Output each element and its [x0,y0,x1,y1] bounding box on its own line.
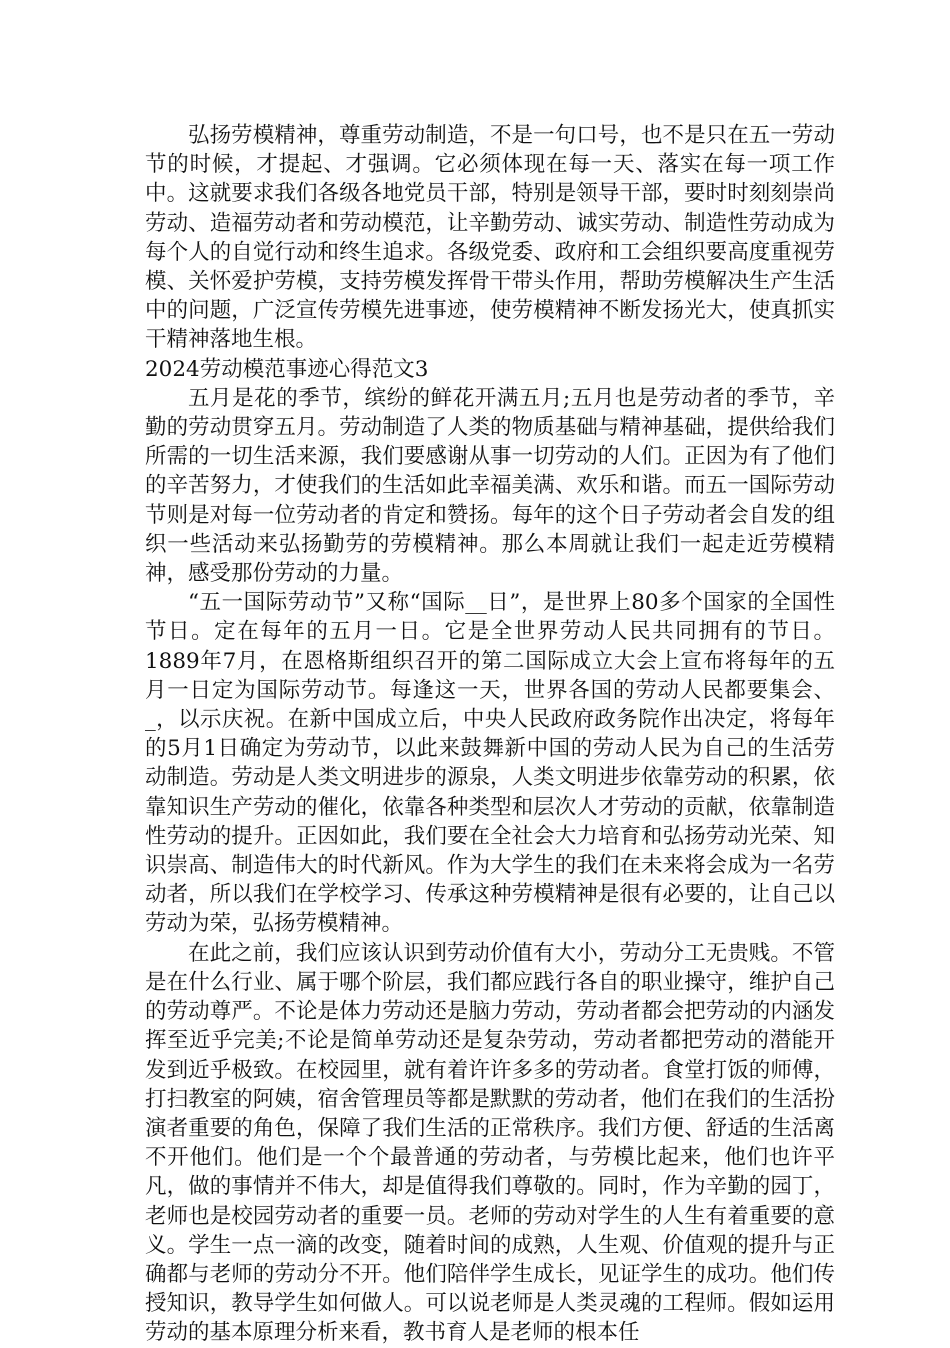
paragraph-may-season: 五月是花的季节，缤纷的鲜花开满五月;五月也是劳动者的季节，辛勤的劳动贯穿五月。劳动制造了人类的物质基础与精神基础，提供给我们所需的一切生活来源，我们要感谢从事一切劳动的人们。正因为有了他们的辛苦努力，才使我们的生活如此幸福美满、欢乐和谐。而五一国际劳动节则是对每一位劳动者的肯定和赞扬。每年的这个日子劳动者会自发的组织一些活动来弘扬勤劳的劳模精神。那么本周就让我们一起走近劳模精神，感受那份劳动的力量。 [145,385,835,587]
paragraph-value-of-labor: 在此之前，我们应该认识到劳动价值有大小，劳动分工无贵贱。不管是在什么行业、属于哪个阶层，我们都应践行各自的职业操守，维护自己的劳动尊严。不论是体力劳动还是脑力劳动，劳动者都会把劳动的内涵发挥至近乎完美;不论是简单劳动还是复杂劳动，劳动者都把劳动的潜能开发到近乎极致。在校园里，就有着许许多多的劳动者。食堂打饭的师傅，打扫教室的阿姨，宿舍管理员等都是默默的劳动者，他们在我们的生活扮演者重要的角色，保障了我们生活的正常秩序。我们方便、舒适的生活离不开他们。他们是一个个最普通的劳动者，与劳模比起来，他们也许平凡，做的事情并不伟大，却是值得我们尊敬的。同时，作为辛勤的园丁，老师也是校园劳动者的重要一员。老师的劳动对学生的人生有着重要的意义。学生一点一滴的改变，随着时间的成熟，人生观、价值观的提升与正确都与老师的劳动分不开。他们陪伴学生成长，见证学生的成功。他们传授知识，教导学生如何做人。可以说老师是人类灵魂的工程师。假如运用劳动的基本原理分析来看，教书育人是老师的根本任 [145,940,835,1346]
paragraph-may-day-history: “五一国际劳动节”又称“国际__日”，是世界上80多个国家的全国性节日。定在每年的五月一日。它是全世界劳动人民共同拥有的节日。1889年7月，在恩格斯组织召开的第二国际成立大会上宣布将每年的五月一日定为国际劳动节。每逢这一天，世界各国的劳动人民都要集会、_，以示庆祝。在新中国成立后，中央人民政府政务院作出决定，将每年的5月1日确定为劳动节，以此来鼓舞新中国的劳动人民为自己的生活劳动制造。劳动是人类文明进步的源泉，人类文明进步依靠劳动的积累，依靠知识生产劳动的催化，依靠各种类型和层次人才劳动的贡献，依靠制造性劳动的提升。正因如此，我们要在全社会大力培育和弘扬劳动光荣、知识崇高、制造伟大的时代新风。作为大学生的我们在未来将会成为一名劳动者，所以我们在学校学习、传承这种劳模精神是很有必要的，让自己以劳动为荣，弘扬劳模精神。 [145,590,835,937]
paragraph-labor-model-spirit: 弘扬劳模精神，尊重劳动制造，不是一句口号，也不是只在五一劳动节的时候，才提起、才强调。它必须体现在每一天、落实在每一项工作中。这就要求我们各级各地党员干部，特别是领导干部，要时时刻刻崇尚劳动、造福劳动者和劳动模范，让辛勤劳动、诚实劳动、制造性劳动成为每个人的自觉行动和终生追求。各级党委、政府和工会组织要高度重视劳模、关怀爱护劳模，支持劳模发挥骨干带头作用，帮助劳模解决生产生活中的问题，广泛宣传劳模先进事迹，使劳模精神不断发扬光大，使真抓实干精神落地生根。 [145,123,835,353]
section-heading: 2024劳动模范事迹心得范文3 [145,356,429,382]
document-body [145,121,835,1348]
